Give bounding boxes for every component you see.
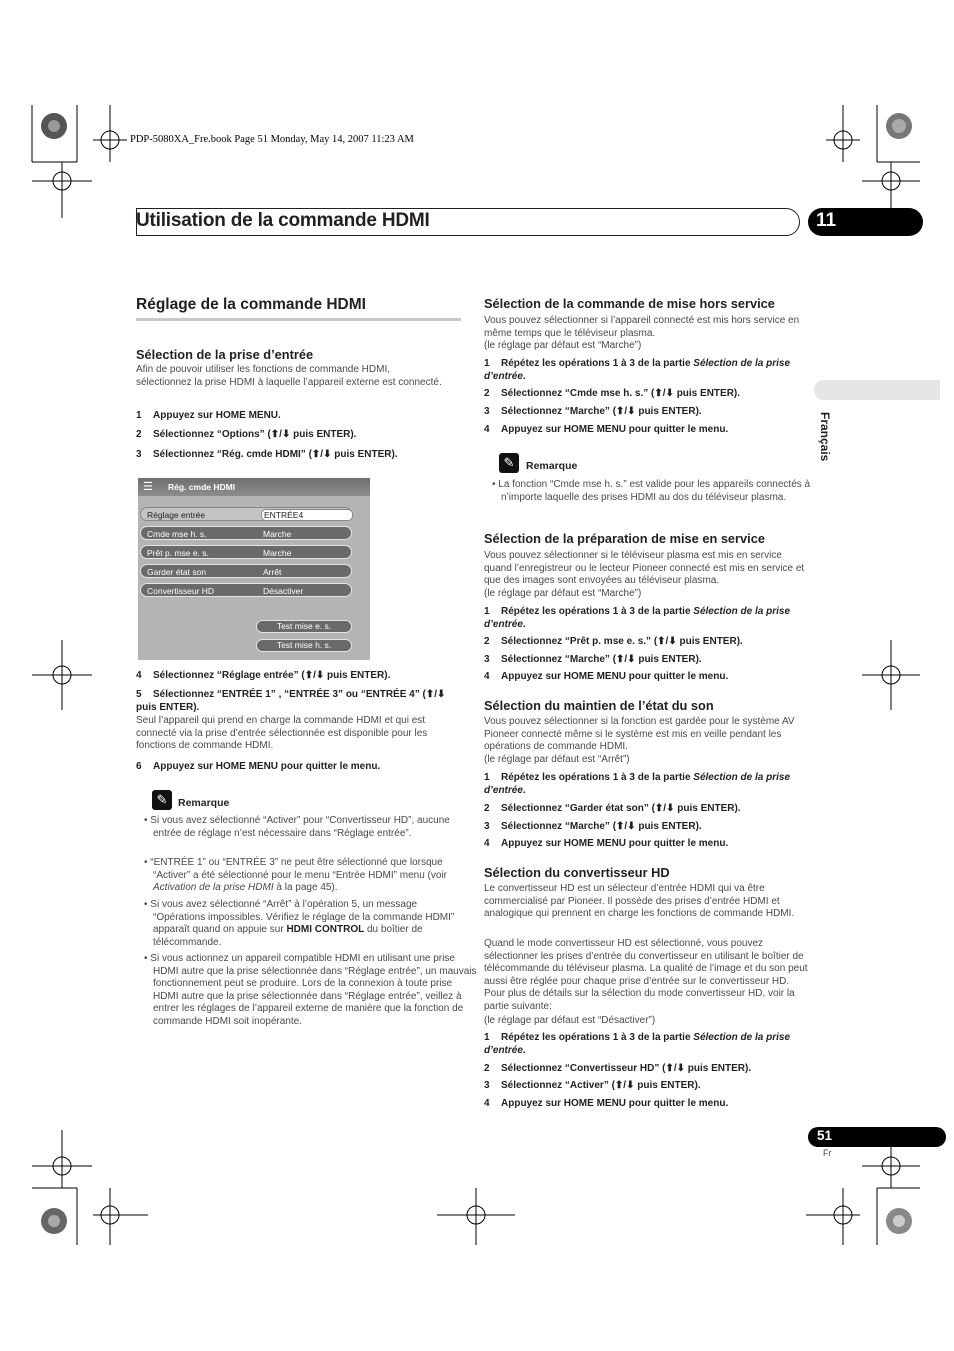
s4-step-1: 1 Répétez les opérations 1 à 3 de la partie Sélection de la prise d’entrée. xyxy=(484,1032,791,1056)
s2-body: Vous pouvez sélectionner si le téléviseur plasma est mis en service quand l’enregistreur ou le lecteur Pioneer connecté est mis en service et que des images sont envoyées au téléviseur plasma. xyxy=(484,550,805,587)
s4-body-2: Quand le mode convertisseur HD est sélectionné, vous pouvez sélectionner les prises d’entrée du convertisseur en utilisant le boîtier de télécommande du téléviseur plasma. La qualité de l’image et du son peut aussi être réglée pour chaque prise d’entrée sur le convertisseur HD. Pour plus de détails sur la sélection du mode convertisseur HD, voir la partie suivante: xyxy=(484,938,808,1012)
note-label-right: Remarque xyxy=(526,460,578,472)
s2-step-1: 1 Répétez les opérations 1 à 3 de la partie Sélection de la prise d’entrée. xyxy=(484,606,791,630)
s1-step-3: 3 Sélectionnez “Marche” (⬆/⬇ puis ENTER). xyxy=(484,406,702,417)
s3-step-2: 2 Sélectionnez “Garder état son” (⬆/⬇ puis ENTER). xyxy=(484,803,741,814)
s4-step-3: 3 Sélectionnez “Activer” (⬆/⬇ puis ENTER). xyxy=(484,1080,701,1091)
sub-body-input: Afin de pouvoir utiliser les fonctions de commande HDMI, sélectionnez la prise HDMI à laquelle l’appareil externe est connecté. xyxy=(136,364,442,388)
s1-default: (le réglage par défaut est “Marche”) xyxy=(484,340,642,351)
s2-default: (le réglage par défaut est “Marche”) xyxy=(484,588,642,599)
book-info: PDP-5080XA_Fre.book Page 51 Monday, May 14, 2007 11:23 AM xyxy=(130,134,414,145)
step-a2: 2 Sélectionnez “Options” (⬆/⬇ puis ENTER). xyxy=(136,429,357,440)
sub-title-input: Sélection de la prise d’entrée xyxy=(136,347,314,362)
osd-title: Rég. cmde HDMI xyxy=(168,482,236,492)
s2-step-3: 3 Sélectionnez “Marche” (⬆/⬇ puis ENTER). xyxy=(484,654,702,665)
section-title: Réglage de la commande HDMI xyxy=(136,296,366,313)
s3-title: Sélection du maintien de l’état du son xyxy=(484,698,714,713)
osd-menu xyxy=(138,478,370,660)
s2-step-4: 4 Appuyez sur HOME MENU pour quitter le menu. xyxy=(484,671,729,682)
step-5: 5 Sélectionnez “ENTRÉE 1” , “ENTRÉE 3” ou “ENTRÉE 4” (⬆/⬇ puis ENTER). xyxy=(136,689,446,713)
note-icon-right: ✎ xyxy=(499,453,519,473)
chapter-number: 11 xyxy=(816,210,837,231)
step-a1: 1 Appuyez sur HOME MENU. xyxy=(136,410,281,421)
osd-test-off-button[interactable]: Test mise h. s. xyxy=(256,639,352,652)
osd-row-pret-mse[interactable]: Prêt p. mse e. s. Marche xyxy=(140,545,352,559)
note-bullet-4: • Si vous actionnez un appareil compatible HDMI en utilisant une prise HDMI autre que la prise sélectionnée dans “Réglage entrée”, un mauvais fonctionnement peut se produire. Lors de la connexion à toute prise HDMI autre que la prise sélectionnée dans “Réglage entrée”, veillez à entrer les réglages de l’appareil externe de manière que la fonction de commande HDMI soit inopérante. xyxy=(144,953,477,1027)
s4-title: Sélection du convertisseur HD xyxy=(484,865,670,880)
note-bullet-3: • Si vous avez sélectionné “Arrêt” à l’opération 5, un message “Opérations impossibles. Vérifiez le réglage de la commande HDMI” apparaît quand on appuie sur HDMI CONTROL du boîtier de télécommande. xyxy=(144,899,455,948)
s1-step-2: 2 Sélectionnez “Cmde mse h. s.” (⬆/⬇ puis ENTER). xyxy=(484,388,741,399)
s4-step-4: 4 Appuyez sur HOME MENU pour quitter le menu. xyxy=(484,1098,729,1109)
s3-step-3: 3 Sélectionnez “Marche” (⬆/⬇ puis ENTER). xyxy=(484,821,702,832)
s1-note: • La fonction “Cmde mse h. s.” est valide pour les appareils connectés à n’importe laquelle des prises HDMI au dos du téléviseur plasma. xyxy=(492,479,811,503)
s3-step-4: 4 Appuyez sur HOME MENU pour quitter le menu. xyxy=(484,838,729,849)
s2-title: Sélection de la préparation de mise en service xyxy=(484,531,765,546)
step-4: 4 Sélectionnez “Réglage entrée” (⬆/⬇ puis ENTER). xyxy=(136,670,391,681)
osd-row-reglage-entree[interactable]: Réglage entrée ENTRÉE4 xyxy=(140,507,352,521)
osd-row-cmde-mse[interactable]: Cmde mse h. s. Marche xyxy=(140,526,352,540)
s1-step-1: 1 Répétez les opérations 1 à 3 de la partie Sélection de la prise d’entrée. xyxy=(484,358,791,382)
step-a3: 3 Sélectionnez “Rég. cmde HDMI” (⬆/⬇ puis ENTER). xyxy=(136,449,398,460)
language-label: Français xyxy=(818,412,832,462)
note-icon: ✎ xyxy=(152,790,172,810)
s2-step-2: 2 Sélectionnez “Prêt p. mse e. s.” (⬆/⬇ puis ENTER). xyxy=(484,636,743,647)
s4-default: (le réglage par défaut est “Désactiver”) xyxy=(484,1015,656,1026)
osd-title-bar xyxy=(138,478,370,496)
language-tab xyxy=(814,380,940,400)
note-bullet-2: • “ENTRÉE 1” ou “ENTRÉE 3” ne peut être sélectionné que lorsque “Activer” a été sélectionné pour le menu “Entrée HDMI” menu (voir Activation de la prise HDMI à la page 45). xyxy=(144,857,448,894)
crosshair-tl xyxy=(93,105,127,162)
s3-body: Vous pouvez sélectionner si la fonction est gardée pour le système AV Pioneer connecté même si le système est mis en veille pendant les opérations de commande HDMI. xyxy=(484,716,795,753)
s1-body: Vous pouvez sélectionner si l’appareil connecté est mis hors service en même temps que le téléviseur plasma. xyxy=(484,315,800,339)
s4-step-2: 2 Sélectionnez “Convertisseur HD” (⬆/⬇ puis ENTER). xyxy=(484,1063,752,1074)
page-language: Fr xyxy=(823,1148,832,1158)
page-number: 51 xyxy=(817,1128,833,1143)
step-6: 6 Appuyez sur HOME MENU pour quitter le menu. xyxy=(136,761,381,772)
section-rule xyxy=(136,318,461,321)
osd-row-garder-etat[interactable]: Garder état son Arrêt xyxy=(140,564,352,578)
menu-settings-icon: ☰ xyxy=(143,481,153,493)
s3-default: (le réglage par défaut est “Arrêt”) xyxy=(484,754,630,765)
note-bullet-1: • Si vous avez sélectionné “Activer” pour “Convertisseur HD”, aucune entrée de réglage n’est nécessaire dans “Réglage entrée”. xyxy=(144,815,450,839)
s1-step-4: 4 Appuyez sur HOME MENU pour quitter le menu. xyxy=(484,424,729,435)
s1-title: Sélection de la commande de mise hors service xyxy=(484,296,775,311)
step-5-body: Seul l’appareil qui prend en charge la commande HDMI et qui est connecté via la prise d’entrée sélectionnée est disponible pour les fonctions de commande HDMI. xyxy=(136,715,428,752)
s3-step-1: 1 Répétez les opérations 1 à 3 de la partie Sélection de la prise d’entrée. xyxy=(484,772,791,796)
note-label-left: Remarque xyxy=(178,797,230,809)
s4-body-1: Le convertisseur HD est un sélecteur d’entrée HDMI qui va être commercialisé par Pioneer. Il possède des prises d’entrée HDMI et analogique qui prennent en charge les fonctions de commande HDMI. xyxy=(484,883,795,920)
osd-row-convertisseur[interactable]: Convertisseur HD Désactiver xyxy=(140,583,352,597)
header-title: Utilisation de la commande HDMI xyxy=(136,210,430,231)
osd-test-on-button[interactable]: Test mise e. s. xyxy=(256,620,352,633)
